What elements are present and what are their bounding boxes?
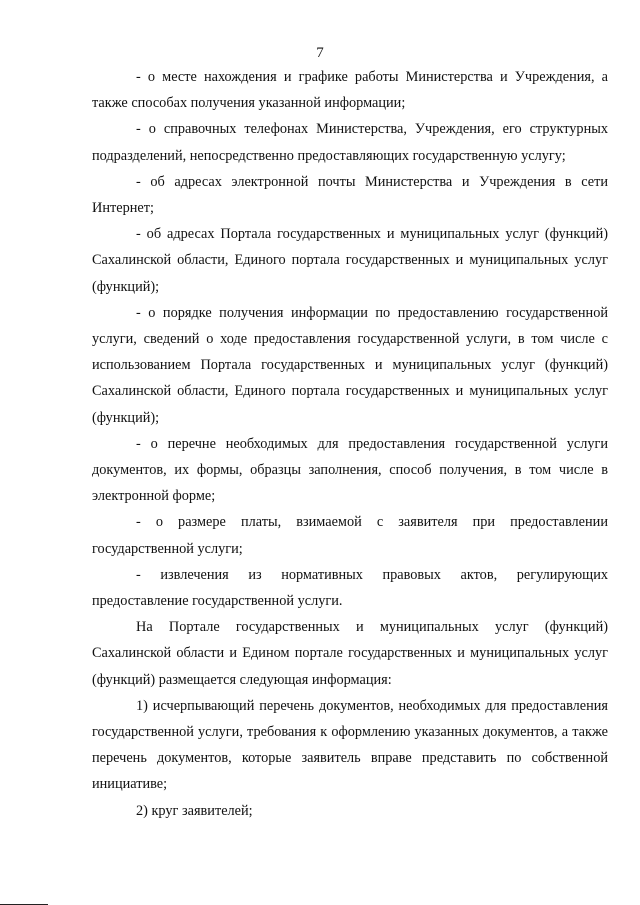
paragraph-list-item-2: 2) круг заявителей; <box>136 802 253 819</box>
paragraph-email-addresses: - об адресах электронной почты Министерства и Учреждения в сети Интернет; <box>92 173 608 217</box>
paragraph-portal-addresses: - об адресах Портала государственных и муниципальных услуг (функций) Сахалинской области, Единого портала государственных и муниципальных услуг (функций); <box>92 226 608 295</box>
paragraph-fee-amount: - о размере платы, взимаемой с заявителя при предоставлении государственной услуги; <box>92 514 608 557</box>
paragraph-portal-information-intro: На Портале государственных и муниципальных услуг (функций) Сахалинской области и Едином портале государственных и муниципальных услуг (функций) размещается следующая информация: <box>92 619 608 688</box>
paragraph-list-item-1: 1) исчерпывающий перечень документов, необходимых для предоставления государственной услуги, требования к оформлению указанных документов, а также перечень документов, которые заявитель вправе представить по собственной инициативе; <box>92 697 608 793</box>
paragraph-location-and-schedule: - о месте нахождения и графике работы Министерства и Учреждения, а также способах получения указанной информации; <box>92 69 608 112</box>
page-number: 7 <box>316 45 324 61</box>
paragraph-information-procedure: - о порядке получения информации по предоставлению государственной услуги, сведений о ходе предоставления государственной услуги, в том числе с использованием Портала государственных и муниципальных услуг (функций) Сахалинской области, Единого портала государственных и муниципальных услуг (функций); <box>92 304 608 426</box>
document-body <box>92 64 608 824</box>
paragraph-required-documents: - о перечне необходимых для предоставления государственной услуги документов, их формы, образцы заполнения, способ получения, в том числе в электронной форме; <box>92 435 608 505</box>
paragraph-reference-phones: - о справочных телефонах Министерства, Учреждения, его структурных подразделений, непосредственно предоставляющих государственную услугу; <box>92 121 608 164</box>
paragraph-legal-extracts: - извлечения из нормативных правовых актов, регулирующих предоставление государственной услуги. <box>92 566 608 610</box>
